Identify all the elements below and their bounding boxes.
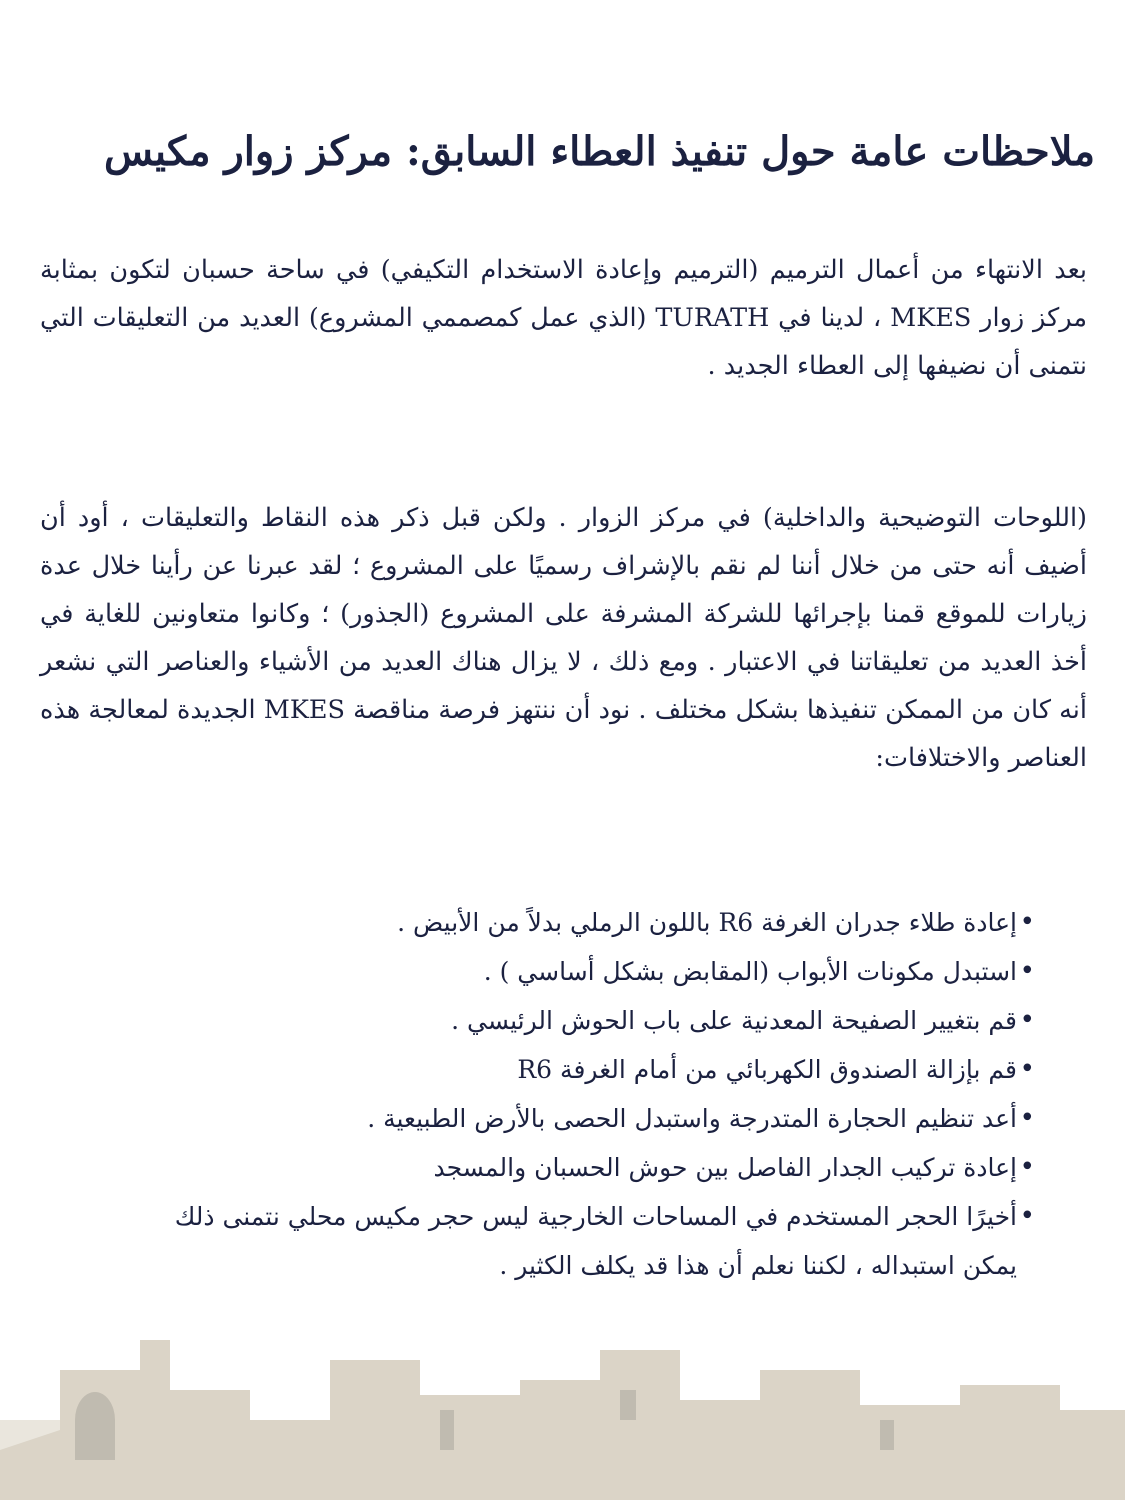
list-item: • قم بإزالة الصندوق الكهربائي من أمام الغرفة R6	[0, 1045, 1035, 1094]
bullet-list	[0, 898, 1035, 1290]
notes-paragraph: (اللوحات التوضيحية والداخلية) في مركز الزوار . ولكن قبل ذكر هذه النقاط والتعليقات ، أود أن أضيف أنه حتى من خلال أننا لم نقم بالإشراف رسميًا على المشروع ؛ لقد عبرنا عن رأينا خلال عدة زيارات للموقع قمنا بإجرائها للشركة المشرفة على المشروع (الجذور) ؛ وكانوا متعاونين للغاية في أخذ العديد من تعليقاتنا في الاعتبار . ومع ذلك ، لا يزال هناك العديد من الأشياء والعناصر التي نشعر أنه كان من الممكن تنفيذها بشكل مختلف . نود أن ننتهز فرصة مناقصة MKES الجديدة لمعالجة هذه العناصر والاختلافات:	[40, 503, 1087, 773]
list-item: • إعادة طلاء جدران الغرفة R6 باللون الرملي بدلاً من الأبيض .	[0, 898, 1035, 947]
list-item: • أخيرًا الحجر المستخدم في المساحات الخارجية ليس حجر مكيس محلي نتمنى ذلك	[17, 1192, 1035, 1241]
list-item: • قم بتغيير الصفيحة المعدنية على باب الحوش الرئيسي .	[0, 996, 1035, 1045]
page-title: ملاحظات عامة حول تنفيذ العطاء السابق: مركز زوار مكيس	[103, 128, 1095, 175]
intro-paragraph: بعد الانتهاء من أعمال الترميم (الترميم وإعادة الاستخدام التكيفي) في ساحة حسبان لتكون بمثابة مركز زوار MKES ، لدينا في TURATH (الذي عمل كمصممي المشروع) العديد من التعليقات التي نتمنى أن نضيفها إلى العطاء الجديد .	[40, 255, 1087, 381]
list-item: • إعادة تركيب الجدار الفاصل بين حوش الحسبان والمسجد	[0, 1143, 1035, 1192]
list-item: • استبدل مكونات الأبواب (المقابض بشكل أساسي ) .	[0, 947, 1035, 996]
closing-line: يمكن استبداله ، لكننا نعلم أن هذا قد يكلف الكثير .	[499, 1251, 1017, 1280]
ruins-background-image	[0, 1300, 1125, 1500]
list-item: • أعد تنظيم الحجارة المتدرجة واستبدل الحصى بالأرض الطبيعية .	[0, 1094, 1035, 1143]
